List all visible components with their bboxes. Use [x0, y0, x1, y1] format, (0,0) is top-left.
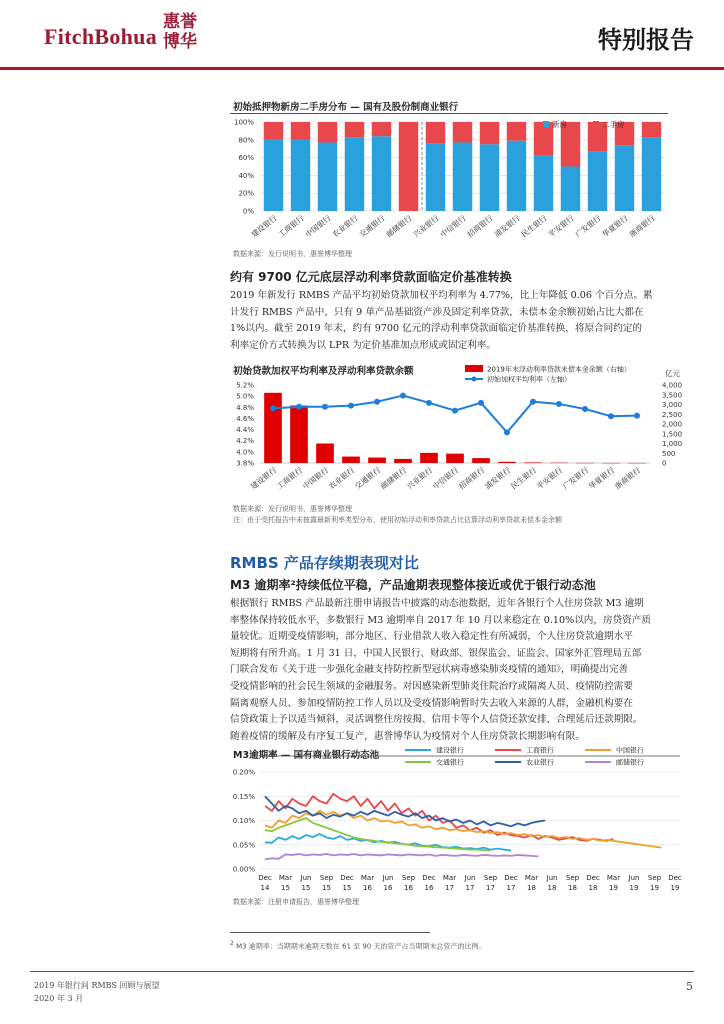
bar-new: [480, 144, 499, 211]
x-tick-month: Dec: [504, 874, 518, 882]
series-line: [265, 854, 538, 859]
x-tick-label: 浙商银行: [613, 465, 643, 492]
bar-new: [561, 167, 580, 212]
x-tick-label: 中信银行: [431, 465, 461, 492]
chart2-note: 注：由于受托报告中未披露最新利率类型分布，使用初始浮动利率贷款占比估算浮动利率贷款未偿本金余额: [233, 516, 562, 524]
x-tick-label: 民生银行: [509, 465, 539, 492]
line-rate: [273, 396, 637, 433]
paragraph-line: 信贷政策上予以适当倾斜，灵活调整住房按揭、信用卡等个人信贷还款安排，合理延后还款期限。: [230, 714, 643, 726]
x-tick-month: Dec: [422, 874, 436, 882]
paragraph-line: 率整体保持较低水平，多数银行 M3 逾期率自 2017 年 10 月以来稳定在 0.10%以内，房贷资产质: [230, 614, 651, 626]
y-tick-label: 0%: [242, 207, 254, 216]
rate-point: [530, 399, 536, 405]
bar-new: [588, 151, 607, 211]
bar-balance: [290, 405, 308, 463]
bar-used: [264, 122, 283, 140]
header-divider: [0, 67, 724, 70]
legend-label: 2019年末浮动利率贷款未偿本金余额（右轴）: [487, 365, 631, 374]
y-tick-label: 0.05%: [232, 841, 255, 850]
x-tick-label: 农业银行: [330, 213, 360, 240]
x-tick-label: 工商银行: [276, 213, 306, 240]
bar-new: [291, 140, 310, 211]
bar-balance: [264, 393, 282, 463]
rate-point: [322, 404, 328, 410]
right-tick-label: 500: [662, 449, 676, 458]
x-tick-label: 建设银行: [249, 213, 279, 240]
bar-balance: [498, 462, 516, 463]
x-tick-label: 平安银行: [546, 213, 576, 240]
x-tick-month: Mar: [524, 874, 539, 882]
x-tick-month: Mar: [606, 874, 621, 882]
bar-new: [345, 137, 364, 211]
y-tick-label: 0.15%: [232, 792, 255, 801]
legend-swatch: [543, 121, 549, 127]
x-tick-month: Mar: [442, 874, 457, 882]
y-tick-label: 100%: [233, 118, 254, 127]
x-tick-year: 17: [506, 884, 516, 892]
section2-paragraph: [230, 596, 670, 745]
x-tick-month: Sep: [647, 874, 662, 882]
legend-label: 二手房: [602, 120, 625, 129]
bar-new: [426, 143, 445, 211]
bar-new: [642, 137, 661, 211]
left-tick-label: 5.2%: [236, 381, 254, 390]
x-tick-label: 建设银行: [249, 465, 279, 492]
rate-point: [426, 400, 432, 406]
bar-used: [453, 122, 472, 142]
x-tick-year: 14: [260, 884, 270, 892]
footnote-rule: [230, 932, 430, 933]
y-tick-label: 80%: [238, 136, 254, 145]
legend-label: 新房: [552, 120, 567, 129]
paragraph-line: 1%以内。截至 2019 年末，约有 9700 亿元的浮动利率贷款面临定价基准转换，将原合同约定的: [230, 323, 643, 335]
left-tick-label: 5.0%: [236, 392, 254, 401]
x-tick-year: 17: [486, 884, 495, 892]
x-tick-month: Mar: [278, 874, 293, 882]
x-tick-month: Sep: [401, 874, 416, 882]
legend-swatch: [593, 121, 599, 127]
legend-label: 工商银行: [526, 746, 554, 755]
x-tick-month: Sep: [319, 874, 334, 882]
page-title: 特别报告: [598, 26, 694, 54]
bar-new: [534, 156, 553, 211]
bar-balance: [420, 453, 438, 463]
paragraph-line: 计发行 RMBS 产品中，只有 9 单产品基础资产涉及固定利率贷款，未偿本金余额初始占比大都在: [230, 306, 644, 318]
y-tick-label: 0.00%: [232, 865, 255, 874]
bar-balance: [446, 454, 464, 463]
x-tick-label: 农业银行: [327, 465, 357, 492]
x-tick-month: Dec: [668, 874, 682, 882]
x-tick-label: 广发银行: [561, 465, 591, 492]
bar-balance: [368, 458, 386, 463]
x-tick-year: 17: [445, 884, 454, 892]
x-tick-year: 16: [424, 884, 434, 892]
x-tick-label: 工商银行: [275, 465, 305, 492]
bar-new: [507, 141, 526, 211]
left-tick-label: 3.8%: [236, 459, 254, 468]
x-tick-label: 华夏银行: [600, 213, 630, 240]
page-header: [0, 0, 724, 70]
series-line: [265, 794, 614, 841]
x-tick-label: 邮储银行: [384, 213, 414, 240]
bar-balance: [524, 462, 542, 463]
bar-used: [399, 122, 418, 211]
right-tick-label: 2,000: [662, 420, 683, 429]
right-axis-unit: 亿元: [665, 369, 680, 378]
bar-new: [264, 140, 283, 211]
legend-label: 交通银行: [436, 758, 464, 767]
x-tick-year: 15: [342, 884, 352, 892]
legend-label: 建设银行: [436, 746, 464, 755]
y-tick-label: 20%: [238, 189, 254, 198]
right-tick-label: 1,000: [662, 440, 683, 448]
paragraph-line: 根据银行 RMBS 产品最新注册申请报告中披露的动态池数据，近年各银行个人住房贷款 M3 逾期: [230, 598, 644, 609]
x-tick-month: Sep: [565, 874, 580, 882]
bar-used: [534, 122, 553, 156]
footnote-mark: 2: [230, 940, 234, 947]
x-tick-year: 16: [404, 884, 413, 892]
chart2-source: 数据来源：发行说明书，惠誉博华整理: [233, 505, 352, 513]
x-tick-label: 招商银行: [465, 213, 495, 240]
right-tick-label: 3,000: [662, 401, 683, 409]
rate-point: [608, 413, 614, 419]
bar-used: [426, 122, 445, 143]
x-tick-label: 交通银行: [357, 213, 387, 240]
x-tick-label: 平安银行: [535, 465, 565, 492]
paragraph-line: 受疫情影响的社会民生领域的金融服务。对因感染新型肺炎住院治疗或隔离人员、疫情防控需要: [230, 680, 633, 692]
left-tick-label: 4.0%: [236, 448, 254, 457]
bar-new: [372, 136, 391, 211]
chart1-source: 数据来源：发行说明书，惠誉博华整理: [233, 250, 352, 258]
x-tick-year: 18: [588, 884, 598, 892]
x-tick-month: Sep: [483, 874, 498, 882]
x-tick-label: 招商银行: [457, 465, 487, 492]
x-tick-year: 16: [383, 884, 393, 892]
x-tick-label: 兴业银行: [411, 213, 441, 240]
right-tick-label: 3,500: [662, 391, 683, 400]
x-tick-year: 19: [629, 884, 639, 892]
rate-point: [374, 399, 380, 405]
x-tick-label: 民生银行: [519, 213, 549, 240]
right-tick-label: 2,500: [662, 410, 683, 419]
legend-label: 农业银行: [526, 758, 554, 767]
paragraph-line: 利率定价方式转换为以 LPR 为定价基准加点形成或固定利率。: [230, 339, 496, 351]
x-tick-year: 19: [650, 884, 659, 892]
right-tick-label: 0: [662, 459, 667, 468]
chart3-line: [225, 742, 690, 894]
legend-label: 中国银行: [616, 746, 644, 755]
x-tick-label: 华夏银行: [587, 465, 617, 492]
bar-new: [453, 142, 472, 211]
rate-point: [296, 404, 302, 410]
x-tick-year: 18: [527, 884, 536, 892]
bar-used: [507, 122, 526, 141]
chart2-title: 初始贷款加权平均利率及浮动利率贷款余额: [233, 366, 414, 377]
bar-used: [318, 122, 337, 142]
y-tick-label: 60%: [238, 154, 254, 163]
logo-text: FitchBohua: [44, 24, 158, 49]
x-tick-label: 邮储银行: [379, 465, 409, 492]
chart3-source: 数据来源：注册申请报告，惠誉博华整理: [233, 898, 359, 906]
x-tick-label: 中国银行: [301, 465, 331, 492]
x-tick-month: Dec: [258, 874, 272, 882]
rate-point: [452, 408, 458, 414]
x-tick-label: 中信银行: [438, 213, 468, 240]
paragraph-line: 随着疫情的缓解及有序复工复产，惠誉博华认为疫情对个人住房贷款长期影响有限。: [230, 730, 585, 742]
x-tick-month: Jun: [628, 874, 640, 882]
x-tick-year: 19: [609, 884, 618, 892]
footnote: [230, 940, 486, 951]
x-tick-year: 18: [547, 884, 557, 892]
series-line: [265, 818, 491, 850]
logo-chinese: 惠誉 博华: [163, 12, 197, 52]
x-tick-year: 17: [465, 884, 475, 892]
left-tick-label: 4.2%: [236, 437, 254, 446]
y-tick-label: 0.10%: [232, 817, 255, 825]
chart2-bar-line: [225, 360, 690, 500]
chart1-stacked-bar: [225, 114, 675, 250]
section2-subheading: M3 逾期率²持续低位平稳，产品逾期表现整体接近或优于银行动态池: [230, 578, 596, 592]
x-tick-month: Jun: [300, 874, 312, 882]
x-tick-label: 浦发银行: [483, 465, 513, 492]
footer-report-name: 2019 年银行间 RMBS 回顾与展望: [34, 981, 160, 990]
x-tick-year: 15: [322, 884, 331, 892]
footnote-text: M3 逾期率：当期期末逾期天数在 61 至 90 天的资产占当期期末总资产的比例。: [236, 942, 486, 951]
bar-balance: [342, 457, 360, 463]
x-tick-month: Jun: [382, 874, 394, 882]
x-tick-year: 15: [281, 884, 290, 892]
paragraph-line: 量较优。近期受疫情影响，部分地区、行业借款人收入稳定性有所减弱，个人住房贷款逾期水平: [230, 631, 633, 643]
rate-point: [348, 403, 354, 409]
legend-swatch-point: [472, 377, 477, 382]
right-tick-label: 1,500: [662, 430, 683, 439]
bar-balance: [316, 444, 334, 464]
right-tick-label: 4,000: [662, 381, 683, 390]
legend-label: 邮储银行: [616, 758, 644, 767]
bar-used: [372, 122, 391, 136]
legend-swatch-bar: [465, 365, 483, 372]
x-tick-label: 广发银行: [573, 213, 603, 240]
page-number: 5: [686, 980, 693, 993]
x-tick-year: 19: [670, 884, 680, 892]
bar-used: [345, 122, 364, 137]
x-tick-month: Dec: [586, 874, 600, 882]
paragraph-line: 隔离观察人员、参加疫情防控工作人员以及受疫情影响暂时失去收入来源的人群，金融机构要在: [230, 697, 633, 709]
left-tick-label: 4.6%: [236, 414, 254, 423]
bar-balance: [472, 458, 490, 463]
paragraph-line: 2019 年新发行 RMBS 产品平均初始贷款加权平均利率为 4.77%，比上年降低 0.06 个百分点。累: [230, 290, 653, 301]
rate-point: [582, 406, 588, 412]
bar-used: [642, 122, 661, 137]
left-tick-label: 4.4%: [236, 426, 254, 435]
section1-heading: 约有 9700 亿元底层浮动利率贷款面临定价基准转换: [230, 270, 512, 284]
x-tick-year: 16: [363, 884, 372, 892]
rate-point: [634, 413, 640, 419]
x-tick-month: Jun: [546, 874, 558, 882]
footer-date: 2020 年 3 月: [34, 994, 84, 1003]
bar-used: [480, 122, 499, 144]
section1-paragraph: [230, 288, 670, 354]
x-tick-label: 浙商银行: [627, 213, 657, 240]
x-tick-month: Mar: [360, 874, 375, 882]
x-tick-year: 15: [301, 884, 311, 892]
bar-new: [318, 142, 337, 211]
x-tick-year: 18: [568, 884, 577, 892]
x-tick-label: 兴业银行: [405, 465, 435, 492]
y-tick-label: 0.20%: [232, 768, 255, 777]
bar-balance: [394, 459, 412, 463]
x-tick-label: 中国银行: [303, 213, 333, 240]
x-tick-month: Jun: [464, 874, 476, 882]
rate-point: [556, 401, 562, 407]
rate-point: [400, 393, 406, 399]
paragraph-line: 门联合发布《关于进一步强化金融支持防控新型冠状病毒感染肺炎疫情的通知》，明确提出完善: [230, 664, 629, 676]
bar-new: [615, 145, 634, 211]
x-tick-label: 浦发银行: [492, 213, 522, 240]
bar-used: [291, 122, 310, 140]
rate-point: [478, 400, 484, 406]
section2-heading: RMBS 产品存续期表现对比: [230, 554, 419, 572]
footer-divider: [30, 971, 694, 972]
chart1-title: 初始抵押物新房二手房分布 — 国有及股份制商业银行: [233, 102, 459, 113]
rate-point: [270, 405, 276, 411]
paragraph-line: 短期将有所升高。1 月 31 日，中国人民银行、财政部、银保监会、证监会、国家外汇管理局五部: [230, 647, 642, 659]
left-tick-label: 4.8%: [236, 403, 254, 412]
x-tick-month: Dec: [340, 874, 354, 882]
x-tick-label: 交通银行: [353, 465, 383, 492]
y-tick-label: 40%: [238, 171, 254, 180]
rate-point: [504, 429, 510, 435]
chart3-title: M3逾期率 — 国有商业银行动态池: [233, 750, 380, 761]
legend-label: 初始加权平均利率（左轴）: [487, 375, 571, 384]
